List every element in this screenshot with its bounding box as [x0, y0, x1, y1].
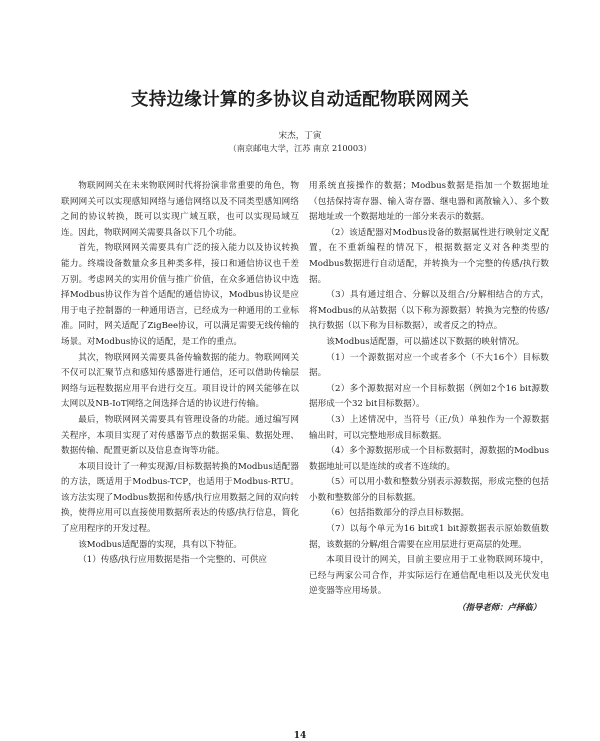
paragraph: （4）多个源数据形成一个目标数据时，源数据的Modbus数据地址可以是连续的或者不连续的。: [309, 446, 549, 472]
paragraph: （3）上述情况中，当符号（正/负）单独作为一个源数据输出时，可以完整地形成目标数据。: [309, 414, 549, 441]
paragraph: 用系统直接操作的数据；Modbus数据是指加一个数据地址（包括保持寄存器、输入寄存器、继电器和离散输入）、多个数据地址或一个数据地址的一部分来表示的数据。: [309, 181, 549, 223]
paragraph: 该Modbus适配器，可以描述以下数据的映射情况。: [326, 336, 525, 347]
paragraph: 本项目设计了一种实现源/目标数据转换的Modbus适配器的方法，既适用于Modbus-TCP，也适用于Modbus-RTU。该方法实现了Modbus数据和传感/执行应用数据之间的双向转换，使得应用可以直接使用数据所表达的传感/执行信息，简化了应用程序的开发过程。: [61, 461, 299, 535]
right-column: [309, 179, 549, 616]
paragraph: 物联网网关在未来物联网时代将扮演非常重要的角色，物联网网关可以实现感知网络与通信网络以及不同类型感知网络之间的协议转换，既可以实现广域互联，也可以实现局域互连。因此，物联网网关需要具备以下几个功能。: [61, 181, 299, 238]
paragraph: 其次，物联网网关需要具备传输数据的能力。物联网网关不仅可以汇聚节点和感知传感器进行通信，还可以借助传输层网络与远程数据应用平台进行交互。项目设计的网关能够在以太网以及NB-IoT网络之间选择合适的协议进行传输。: [61, 352, 299, 410]
paragraph: （6）包括指数部分的浮点目标数据。: [326, 508, 470, 519]
paper-title: 支持边缘计算的多协议自动适配物联网网关: [130, 90, 470, 110]
page-number: 14: [293, 731, 307, 741]
paragraph: 本项目设计的网关，目前主要应用于工业物联网环境中，已经与两家公司合作，并实际运行在通信配电柜以及光伏发电逆变器等应用场景。: [309, 555, 549, 597]
paragraph: （5）可以用小数和整数分别表示源数据，形成完整的包括小数和整数部分的目标数据。: [309, 477, 549, 503]
paragraph: （2）该适配器对Modbus设备的数据属性进行映射定义配置，在不重新编程的情况下，根据数据定义对各种类型的Modbus数据进行自动适配，并转换为一个完整的传感/执行数据。: [309, 227, 549, 285]
paragraph: （1）一个源数据对应一个或者多个（不大16个）目标数据。: [309, 352, 549, 379]
left-column: [61, 179, 299, 569]
paragraph: 最后，物联网网关需要具有管理设备的功能。通过编写网关程序，本项目实现了对传感器节点的数据采集、数据处理、数据传输、配置更新以及信息查询等功能。: [61, 414, 299, 457]
authors: 宋杰，丁寅: [278, 131, 322, 141]
paragraph: （3）具有通过组合、分解以及组合/分解相结合的方式，将Modbus的从站数据（以下称为源数据）转换为完整的传感/执行数据（以下称为目标数据），或者反之的特点。: [309, 290, 549, 332]
tutor-note: （指导老师：卢择临）: [457, 602, 541, 613]
paragraph: （1）传感/执行应用数据是指一个完整的、可供应: [78, 555, 268, 566]
paragraph: 首先，物联网网关需要具有广泛的接入能力以及协议转换能力。终端设备数量众多且种类多样，接口和通信协议也千差万别。考虑网关的实用价值与推广价值，在众多通信协议中选择Modbus协议作为首个适配的通信协议，Modbus协议是应用于电子控制器的一种通用语言，已经成为一种通用的工业标准。同时，网关适配了ZigBee协议，可以满足需要无线传输的场景。对Modbus协议的适配，是工作的重点。: [61, 243, 299, 347]
affiliation: （南京邮电大学，江苏 南京 210003）: [228, 143, 372, 153]
paragraph: （2）多个源数据对应一个目标数据（例如2个16 bit源数据形成一个32 bit目标数据）。: [309, 383, 549, 410]
paragraph: （7）以每个单元为16 bit或1 bit源数据表示原始数值数据，该数据的分解/组合需要在应用层进行更高层的处理。: [309, 524, 549, 550]
paragraph: 该Modbus适配器的实现，具有以下特征。: [78, 539, 243, 550]
